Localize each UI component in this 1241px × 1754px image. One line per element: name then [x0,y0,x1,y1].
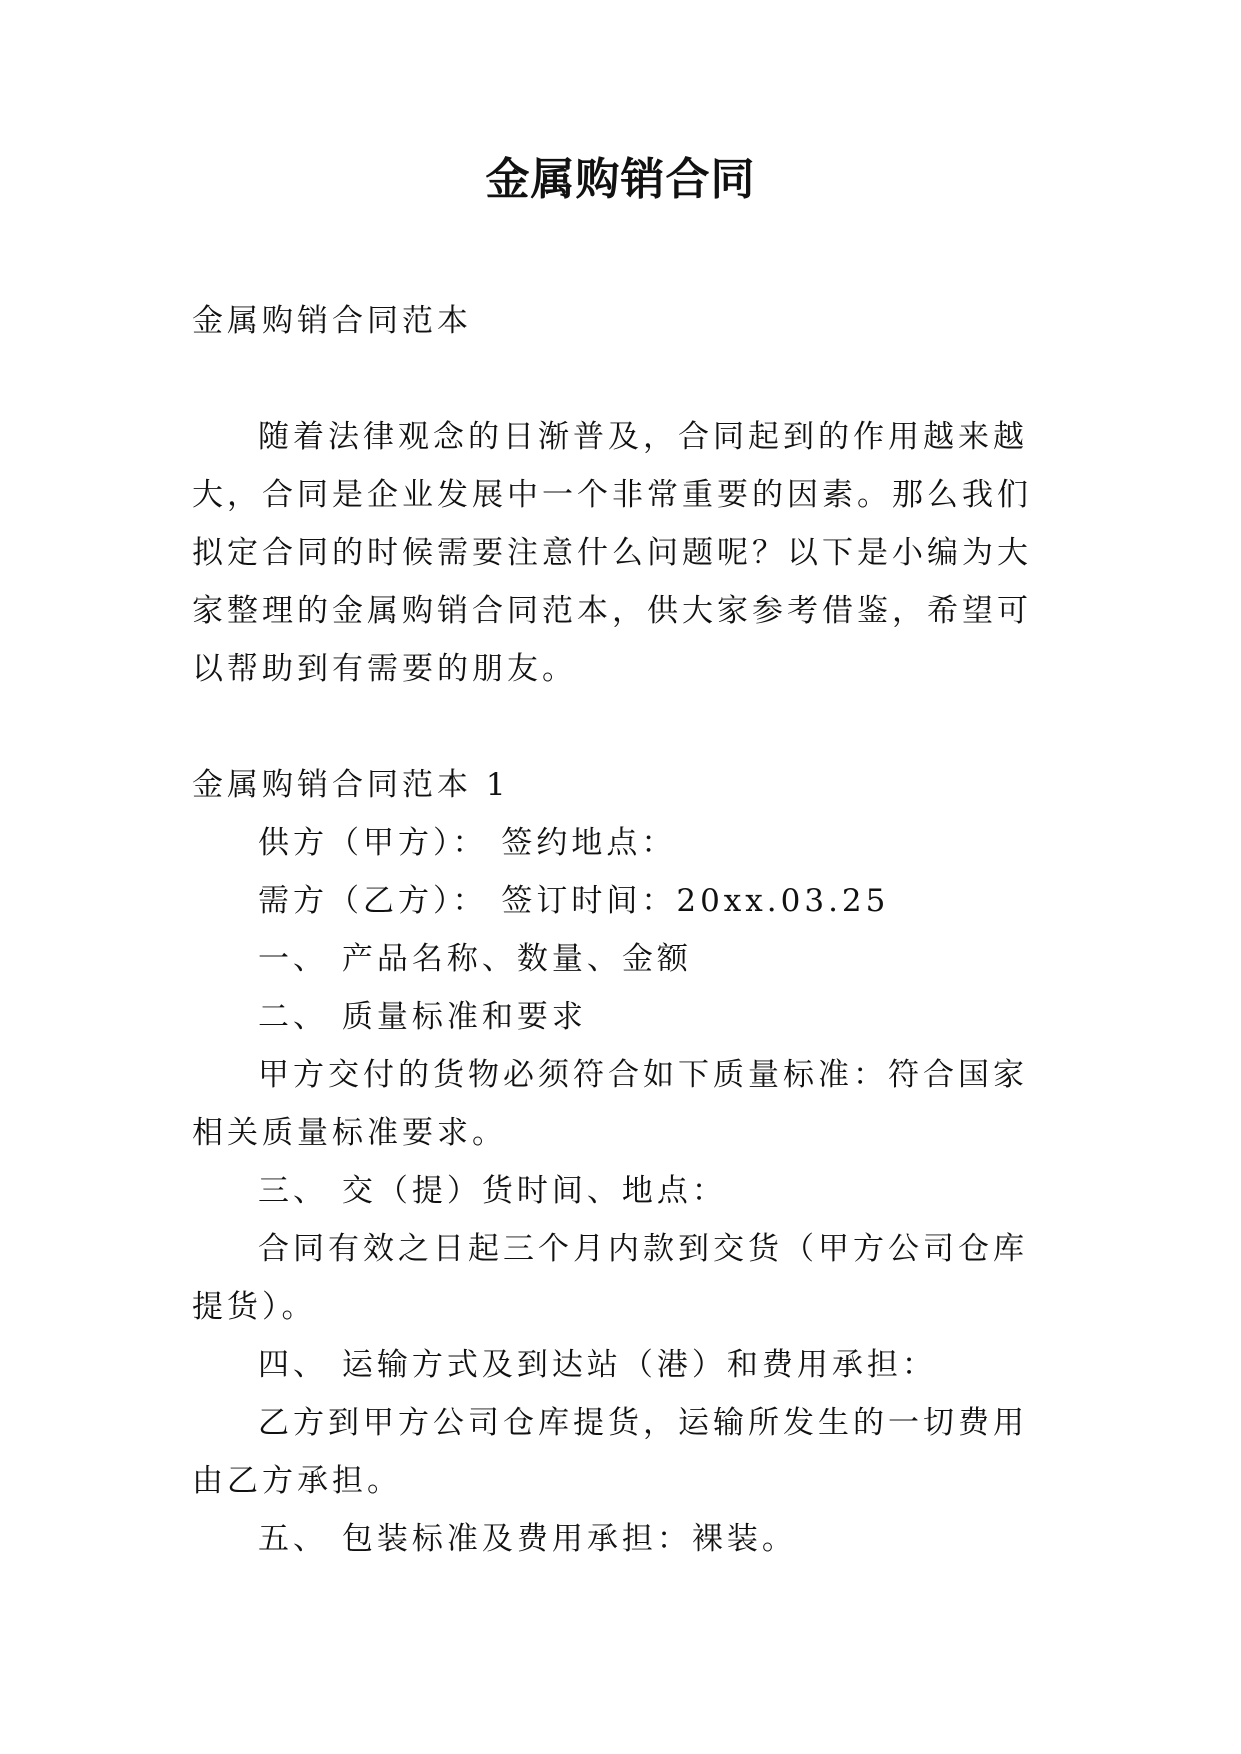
clause-4-text: 乙方到甲方公司仓库提货，运输所发生的一切费用由乙方承担。 [192,1405,1028,1499]
clause-4-heading: 四、 运输方式及到达站（港）和费用承担： [258,1347,937,1383]
intro-paragraph: 随着法律观念的日渐普及，合同起到的作用越来越大，合同是企业发展中一个非常重要的因素。那么我们拟定合同的时候需要注意什么问题呢？以下是小编为大家整理的金属购销合同范本，供大家参考借鉴，希望可以帮助到有需要的朋友。 [192,419,1032,687]
subtitle: 金属购销合同范本 [192,303,472,339]
document-title: 金属购销合同 [485,154,756,205]
clause-3-text: 合同有效之日起三个月内款到交货（甲方公司仓库提货）。 [192,1231,1028,1325]
document-body [192,292,1062,1568]
clause-3-heading: 三、 交（提）货时间、地点： [258,1173,727,1209]
party-a-line: 供方（甲方）： 签约地点： [258,825,677,861]
section-heading: 金属购销合同范本 1 [192,767,510,803]
clause-5-heading: 五、 包装标准及费用承担：裸装。 [258,1521,797,1557]
clause-2-text: 甲方交付的货物必须符合如下质量标准：符合国家相关质量标准要求。 [192,1057,1028,1151]
clause-1-heading: 一、 产品名称、数量、金额 [258,941,692,977]
party-b-line: 需方（乙方）： 签订时间：20xx.03.25 [258,883,890,919]
clause-2-heading: 二、 质量标准和要求 [258,999,587,1035]
